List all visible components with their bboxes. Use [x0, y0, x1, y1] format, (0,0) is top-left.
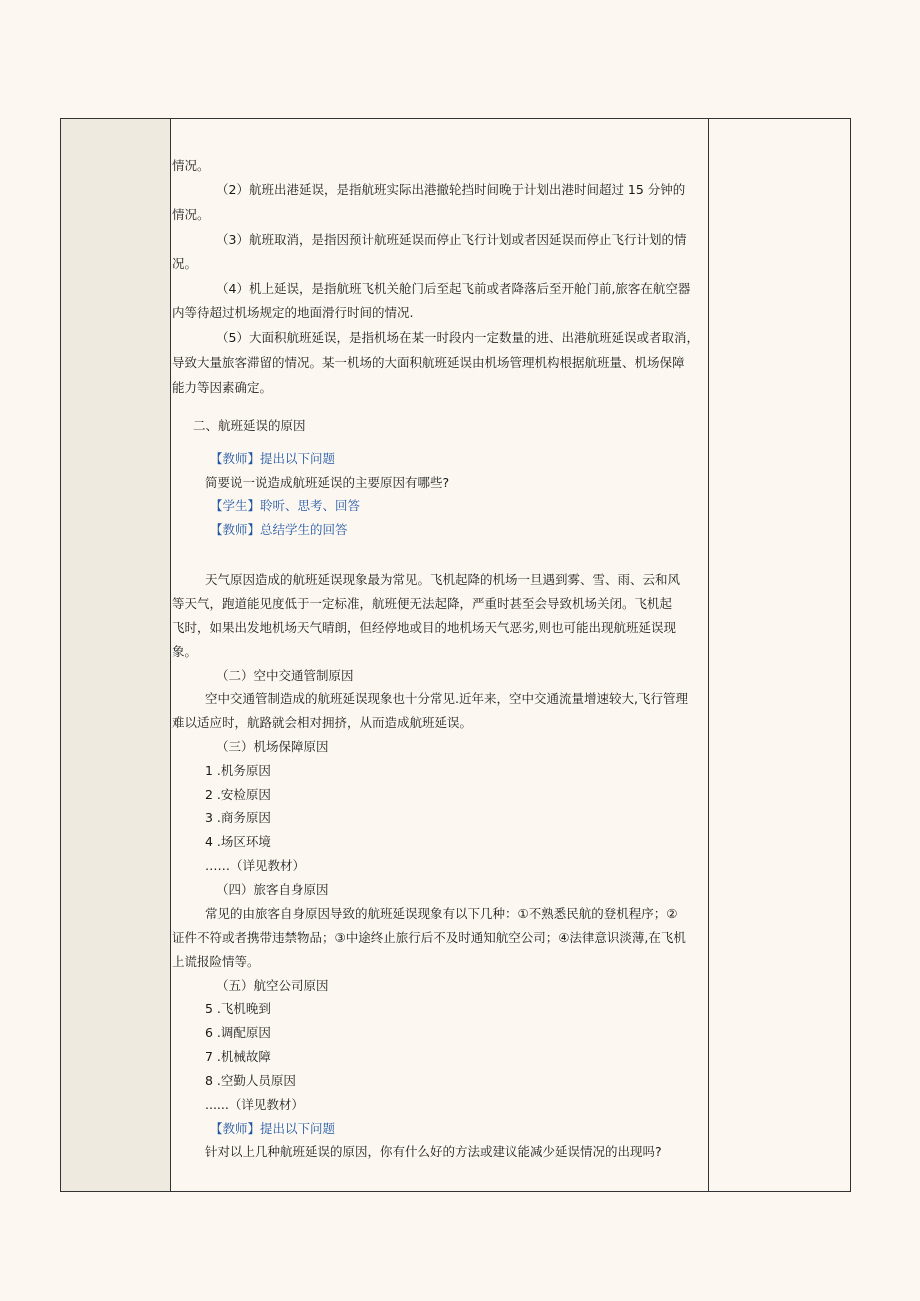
subheading: （四）旅客自身原因	[216, 882, 329, 897]
list-item: 8 .空勤人员原因	[205, 1073, 296, 1088]
text-line: 飞时，如果出发地机场天气晴朗，但经停地或目的地机场天气恶劣,则也可能出现航班延误现	[172, 620, 676, 635]
text-line: 象。	[172, 644, 198, 659]
section-heading: 二、航班延误的原因	[193, 418, 306, 433]
right-column	[708, 119, 850, 1191]
list-item: 3 .商务原因	[205, 810, 271, 825]
list-item: 2 .安检原因	[205, 787, 271, 802]
subheading: （二）空中交通管制原因	[216, 668, 354, 683]
left-column	[61, 119, 171, 1191]
text-line: （3）航班取消，是指因预计航班延误而停止飞行计划或者因延误而停止飞行计划的情	[216, 232, 687, 247]
teacher-note: 【教师】提出以下问题	[210, 1121, 336, 1136]
text-line: 况。	[172, 256, 198, 271]
list-item: 5 .飞机晚到	[205, 1001, 271, 1016]
text-line: 能力等因素确定。	[172, 380, 273, 395]
subheading: （五）航空公司原因	[216, 978, 329, 993]
text-line: 导致大量旅客滞留的情况。某一机场的大面积航班延误由机场管理机构根据航班量、机场保障	[172, 355, 685, 370]
see-textbook: ......（详见教材）	[205, 1097, 304, 1112]
student-note: 【学生】聆听、思考、回答	[210, 498, 361, 513]
text-line: （2）航班出港延误，是指航班实际出港撤轮挡时间晚于计划出港时间超过 15 分钟的	[216, 182, 686, 197]
text-line: 难以适应时，航路就会相对拥挤，从而造成航班延误。	[172, 715, 473, 730]
text-line: 天气原因造成的航班延误现象最为常见。飞机起降的机场一旦遇到雾、雪、雨、云和风	[205, 572, 681, 587]
see-textbook: ……（详见教材）	[205, 858, 306, 873]
text-line: 情况。	[172, 158, 210, 173]
teacher-note: 【教师】提出以下问题	[210, 451, 336, 466]
list-item: 6 .调配原因	[205, 1025, 271, 1040]
teacher-note: 【教师】总结学生的回答	[210, 522, 348, 537]
list-item: 7 .机械故障	[205, 1049, 271, 1064]
text-line: 证件不符或者携带违禁物品；③中途终止旅行后不及时通知航空公司；④法律意识淡薄,在飞机	[172, 930, 686, 945]
text-line: 内等待超过机场规定的地面滑行时间的情况.	[172, 305, 414, 320]
question: 针对以上几种航班延误的原因，你有什么好的方法或建议能减少延误情况的出现吗?	[205, 1144, 662, 1159]
question: 简要说一说造成航班延误的主要原因有哪些?	[205, 475, 450, 490]
list-item: 1 .机务原因	[205, 763, 271, 778]
text-line: （5）大面积航班延误，是指机场在某一时段内一定数量的进、出港航班延误或者取消，	[216, 330, 699, 345]
text-line: 空中交通管制造成的航班延误现象也十分常见.近年来，空中交通流量增速较大,飞行管理	[205, 691, 688, 706]
text-line: 常见的由旅客自身原因导致的航班延误现象有以下几种：①不熟悉民航的登机程序；②	[205, 906, 678, 921]
text-line: 上谎报险情等。	[172, 954, 260, 969]
text-line: 等天气，跑道能见度低于一定标准，航班便无法起降，严重时甚至会导致机场关闭。飞机起	[172, 596, 673, 611]
text-line: 情况。	[172, 207, 210, 222]
text-line: （4）机上延误，是指航班飞机关舱门后至起飞前或者降落后至开舱门前,旅客在航空器	[216, 281, 691, 296]
subheading: （三）机场保障原因	[216, 739, 329, 754]
list-item: 4 .场区环境	[205, 834, 271, 849]
